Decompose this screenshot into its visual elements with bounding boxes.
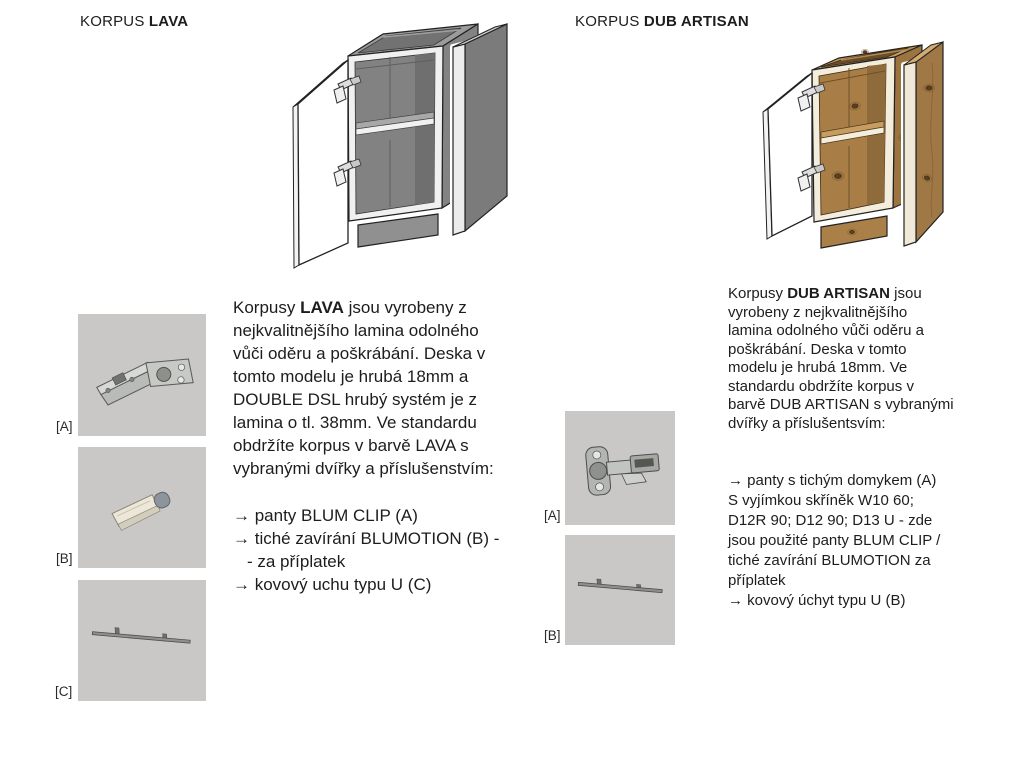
lava-plinth — [358, 214, 438, 247]
hardware-label: [A] — [56, 419, 73, 434]
artisan-hardware-image-b — [565, 535, 675, 645]
paragraph-line: lamina odolného vůči oděru a — [728, 322, 924, 339]
u-handle-icon — [78, 580, 206, 701]
blumotion-damper-icon — [78, 447, 206, 568]
paragraph-line: barvě DUB ARTISAN s vybranými — [728, 396, 954, 413]
artisan-hardware-image-a — [565, 411, 675, 525]
bullet-line: → panty BLUM CLIP (A) — [233, 506, 418, 525]
paragraph-line: lamina o tl. 38mm. Ve standardu — [233, 413, 477, 432]
bullet-line: → panty s tichým domykem (A) — [728, 472, 937, 489]
hardware-label: [A] — [544, 508, 561, 523]
lava-title — [80, 13, 188, 30]
artisan-title-name: DUB ARTISAN — [643, 13, 749, 30]
bullet-line: - za příplatek — [247, 552, 346, 571]
paragraph-line: dvířky a příslušentsvím: — [728, 414, 886, 432]
paragraph-line: obdržíte korpus v barvě LAVA s — [233, 436, 469, 455]
artisan-cabinet-illustration — [737, 18, 987, 263]
hardware-label: [B] — [544, 628, 561, 643]
artisan-description — [728, 285, 954, 611]
paragraph-line: Korpusy DUB ARTISAN jsou — [728, 285, 922, 302]
paragraph-line: modelu je hrubá 18mm. Ve — [728, 359, 908, 376]
soft-close-hinge-icon — [565, 411, 675, 525]
paragraph-line: Korpusy LAVA jsou vyrobeny z — [233, 298, 467, 317]
blum-clip-hinge-icon — [78, 314, 206, 436]
paragraph-line: poškrábání. Deska v tomto — [728, 340, 907, 358]
lava-title-name: LAVA — [148, 13, 189, 30]
bullet-line: S vyjímkou skříněk W10 60; — [728, 492, 914, 509]
paragraph-line: nejkvalitnějšího lamina odolného — [233, 321, 479, 340]
bullet-line: příplatek — [728, 572, 786, 589]
paragraph-line: DOUBLE DSL hrubý systém je z — [233, 390, 478, 409]
bullet-line: jsou použité panty BLUM CLIP / — [728, 532, 941, 549]
lava-title-prefix: KORPUS — [80, 13, 149, 30]
hardware-label: [B] — [56, 551, 73, 566]
paragraph-line: standardu obdržíte korpus v — [728, 377, 914, 395]
lava-side-panel — [453, 24, 507, 235]
artisan-title — [575, 13, 749, 30]
lava-hardware-image-b — [78, 447, 206, 568]
artisan-side-panel — [904, 42, 943, 246]
paragraph-line: tomto modelu je hrubá 18mm a — [233, 367, 469, 386]
bullet-line: → kovový úchyt typu U (B) — [728, 592, 906, 609]
lava-hardware-image-a — [78, 314, 206, 436]
paragraph-line: vůči oděru a poškrábání. Deska v — [233, 344, 486, 363]
bullet-line: D12R 90; D12 90; D13 U - zde — [728, 512, 933, 529]
artisan-title-prefix: KORPUS — [575, 13, 644, 30]
lava-cabinet-illustration — [282, 6, 522, 271]
lava-hardware-image-c — [78, 580, 206, 701]
lava-description — [233, 296, 499, 596]
u-handle-icon — [565, 535, 675, 645]
paragraph-line: vybranými dvířky a příslušenstvím: — [233, 459, 494, 478]
paragraph-line: vyrobeny z nejkvalitnějšího — [728, 303, 908, 321]
bullet-line: → kovový uchu typu U (C) — [233, 575, 432, 594]
hardware-label: [C] — [55, 684, 73, 699]
bullet-line: tiché zavírání BLUMOTION za — [728, 552, 931, 569]
bullet-line: → tiché zavírání BLUMOTION (B) - — [233, 529, 500, 548]
